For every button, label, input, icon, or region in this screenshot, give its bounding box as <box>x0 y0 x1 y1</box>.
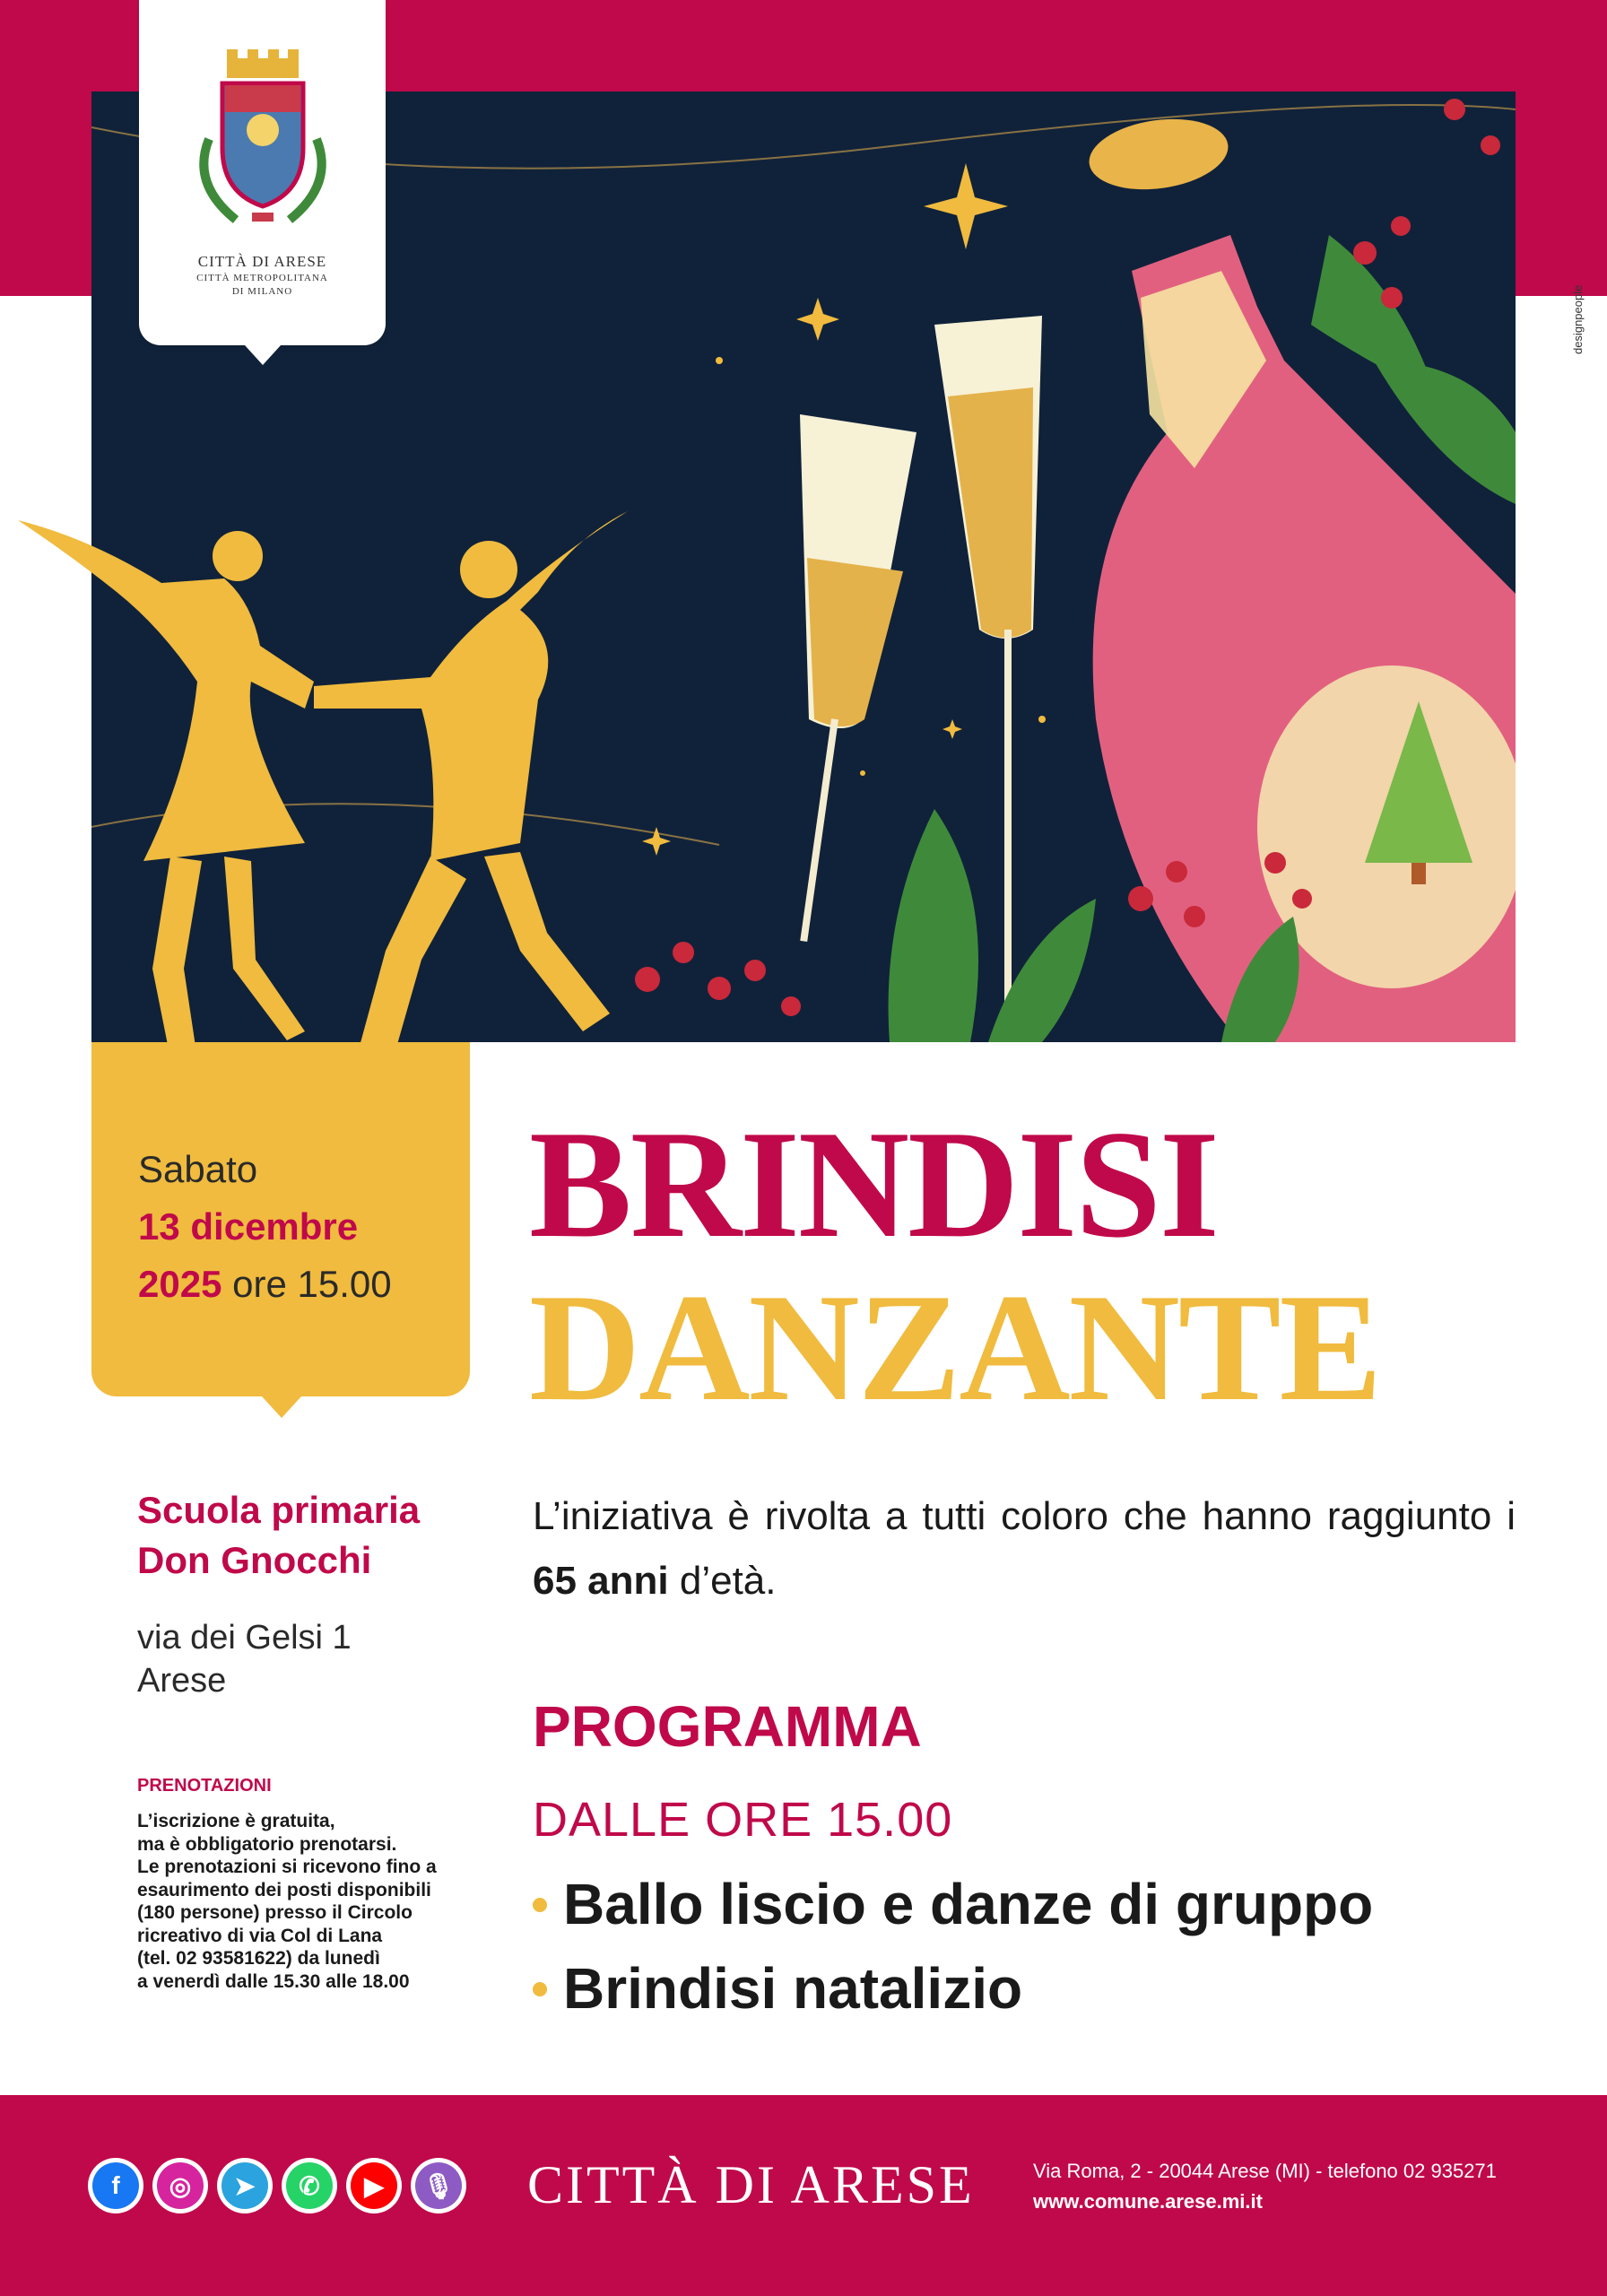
programma-time: DALLE ORE 15.00 <box>533 1793 953 1847</box>
logo-subtitle: CITTÀ METROPOLITANA <box>196 273 328 283</box>
intro-text-end: d’età. <box>668 1559 777 1603</box>
programma-item <box>533 1871 1373 1937</box>
footer-city-name: CITTÀ DI ARESE <box>527 2155 975 2214</box>
programma-item-label: Brindisi natalizio <box>563 1956 1023 2021</box>
programma-item <box>533 1955 1022 2022</box>
footer-website-link[interactable]: www.comune.arese.mi.it <box>1033 2190 1263 2213</box>
podcast-icon-glyph: 🎙 <box>415 2162 462 2209</box>
dancers-silhouette <box>18 502 646 1058</box>
event-day: Sabato <box>138 1148 258 1190</box>
prenotazioni-line: (tel. 02 93581622) da lunedì <box>137 1948 380 1969</box>
youtube-icon-glyph: ▶ <box>351 2162 397 2209</box>
bullet-icon <box>533 1982 547 1996</box>
event-year-time <box>138 1263 392 1306</box>
event-date: 13 dicembre <box>138 1205 359 1248</box>
venue-name-2: Don Gnocchi <box>137 1539 372 1581</box>
prenotazioni-line: L’iscrizione è gratuita, <box>137 1811 335 1831</box>
programma-item-label: Ballo liscio e danze di gruppo <box>563 1872 1374 1936</box>
venue-name: Scuola primaria <box>137 1489 421 1531</box>
venue-address: via dei Gelsi 1 <box>137 1619 352 1657</box>
bottle-icon <box>1093 235 1516 1042</box>
facebook-icon-glyph: f <box>92 2162 139 2209</box>
event-time: ore 15.00 <box>232 1263 392 1305</box>
telegram-icon[interactable] <box>217 2158 273 2213</box>
date-box <box>91 1042 470 1396</box>
intro-age: 65 anni <box>533 1559 669 1603</box>
prenotazioni-line: ma è obbligatorio prenotarsi. <box>137 1833 397 1855</box>
logo-pointer <box>245 345 281 365</box>
venue-city: Arese <box>137 1662 227 1700</box>
prenotazioni-line: a venerdì dalle 15.30 alle 18.00 <box>137 1970 410 1992</box>
prenotazioni-line: esaurimento dei posti disponibili <box>137 1879 431 1900</box>
telegram-icon-glyph: ➤ <box>222 2162 268 2209</box>
youtube-icon[interactable] <box>346 2158 402 2213</box>
title-line-1: BRINDISI <box>529 1100 1218 1270</box>
whatsapp-icon[interactable] <box>282 2158 337 2213</box>
event-year: 2025 <box>138 1263 222 1305</box>
facebook-icon[interactable] <box>88 2158 143 2213</box>
intro-text <box>533 1484 1516 1613</box>
title-line-2: DANZANTE <box>529 1263 1381 1433</box>
prenotazioni-line: Le prenotazioni si ricevono fino a <box>137 1857 437 1877</box>
design-credit: designpeople <box>1571 284 1585 354</box>
date-pointer <box>262 1396 301 1418</box>
instagram-icon[interactable] <box>152 2158 208 2213</box>
bullet-icon <box>533 1898 547 1912</box>
prenotazioni-title: PRENOTAZIONI <box>137 1776 272 1796</box>
programma-title: PROGRAMMA <box>533 1694 922 1759</box>
logo-subtitle-2: DI MILANO <box>231 286 293 297</box>
logo-city-name: CITTÀ DI ARESE <box>197 253 327 270</box>
logo-card <box>139 0 386 345</box>
podcast-icon[interactable] <box>411 2158 466 2213</box>
footer-address: Via Roma, 2 - 20044 Arese (MI) - telefono 02 935271 <box>1033 2160 1497 2182</box>
instagram-icon-glyph: ◎ <box>157 2162 204 2209</box>
prenotazioni-line: (180 persone) presso il Circolo <box>137 1902 413 1923</box>
prenotazioni-line: ricreativo di via Col di Lana <box>137 1925 383 1946</box>
intro-text-start: L’iniziativa è rivolta a tutti coloro che hanno raggiunto i <box>533 1494 1516 1538</box>
whatsapp-icon-glyph: ✆ <box>286 2162 333 2209</box>
coat-of-arms-icon <box>173 49 352 247</box>
prenotazioni-text <box>137 1810 478 1993</box>
